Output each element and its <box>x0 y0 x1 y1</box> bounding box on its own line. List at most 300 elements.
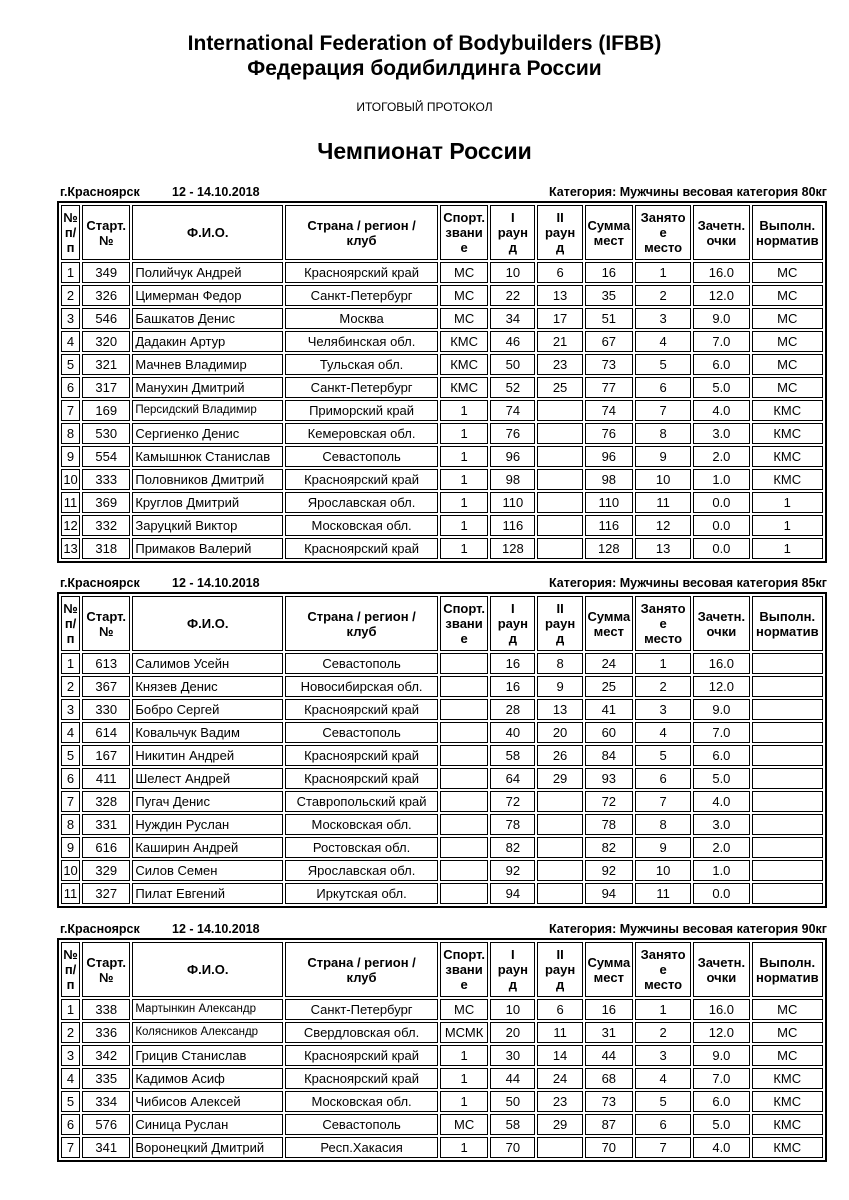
cell-start: 333 <box>82 469 130 490</box>
cell-round1: 94 <box>490 883 535 904</box>
cell-place: 3 <box>635 1045 691 1066</box>
cell-place: 5 <box>635 354 691 375</box>
cell-norm: МС <box>752 331 823 352</box>
cell-name: Нуждин Руслан <box>132 814 283 835</box>
cell-points: 0.0 <box>693 538 749 559</box>
cell-region: Ростовская обл. <box>285 837 438 858</box>
cell-place: 13 <box>635 538 691 559</box>
cell-place: 1 <box>635 999 691 1020</box>
cell-rank: 1 <box>440 469 488 490</box>
cell-start: 330 <box>82 699 130 720</box>
column-header-round1: I раун д <box>490 205 535 260</box>
cell-name: Никитин Андрей <box>132 745 283 766</box>
cell-sum: 84 <box>585 745 633 766</box>
cell-points: 7.0 <box>693 331 749 352</box>
section-meta <box>57 185 827 201</box>
table-row <box>61 1045 823 1066</box>
cell-num: 7 <box>61 400 80 421</box>
cell-round1: 64 <box>490 768 535 789</box>
cell-sum: 74 <box>585 400 633 421</box>
cell-norm: 1 <box>752 492 823 513</box>
cell-rank: МСМК <box>440 1022 488 1043</box>
table-row <box>61 469 823 490</box>
cell-region: Московская обл. <box>285 515 438 536</box>
cell-region: Приморский край <box>285 400 438 421</box>
cell-place: 3 <box>635 308 691 329</box>
cell-place: 6 <box>635 768 691 789</box>
cell-region: Севастополь <box>285 446 438 467</box>
cell-num: 1 <box>61 653 80 674</box>
cell-round1: 58 <box>490 745 535 766</box>
column-header-points: Зачетн. очки <box>693 596 749 651</box>
cell-name: Чибисов Алексей <box>132 1091 283 1112</box>
cell-round2 <box>537 423 582 444</box>
cell-region: Кемеровская обл. <box>285 423 438 444</box>
table-row <box>61 699 823 720</box>
cell-points: 1.0 <box>693 469 749 490</box>
cell-round2 <box>537 837 582 858</box>
cell-round2: 29 <box>537 768 582 789</box>
cell-name: Грицив Станислав <box>132 1045 283 1066</box>
table-header-row <box>61 596 823 651</box>
cell-round2: 23 <box>537 354 582 375</box>
cell-name: Пилат Евгений <box>132 883 283 904</box>
cell-region: Респ.Хакасия <box>285 1137 438 1158</box>
cell-name: Пугач Денис <box>132 791 283 812</box>
cell-sum: 31 <box>585 1022 633 1043</box>
cell-name: Колясников Александр <box>132 1022 283 1043</box>
cell-region: Новосибирская обл. <box>285 676 438 697</box>
cell-round2: 26 <box>537 745 582 766</box>
cell-round2: 23 <box>537 1091 582 1112</box>
cell-points: 9.0 <box>693 1045 749 1066</box>
cell-points: 0.0 <box>693 883 749 904</box>
cell-name: Ковальчук Вадим <box>132 722 283 743</box>
cell-name: Заруцкий Виктор <box>132 515 283 536</box>
cell-region: Красноярский край <box>285 1045 438 1066</box>
cell-num: 12 <box>61 515 80 536</box>
cell-region: Красноярский край <box>285 699 438 720</box>
cell-start: 338 <box>82 999 130 1020</box>
cell-rank: МС <box>440 1114 488 1135</box>
cell-round2: 6 <box>537 262 582 283</box>
cell-points: 9.0 <box>693 699 749 720</box>
cell-num: 2 <box>61 285 80 306</box>
cell-place: 1 <box>635 262 691 283</box>
cell-round1: 98 <box>490 469 535 490</box>
cell-round1: 52 <box>490 377 535 398</box>
cell-points: 4.0 <box>693 791 749 812</box>
cell-name: Персидский Владимир <box>132 400 283 421</box>
table-row <box>61 1068 823 1089</box>
cell-name: Каширин Андрей <box>132 837 283 858</box>
table-row <box>61 446 823 467</box>
cell-place: 10 <box>635 469 691 490</box>
cell-start: 341 <box>82 1137 130 1158</box>
cell-points: 9.0 <box>693 308 749 329</box>
cell-round2 <box>537 814 582 835</box>
column-header-num: № п/ п <box>61 205 80 260</box>
cell-start: 546 <box>82 308 130 329</box>
cell-rank <box>440 860 488 881</box>
cell-start: 318 <box>82 538 130 559</box>
cell-norm <box>752 676 823 697</box>
column-header-place: Занято е место <box>635 596 691 651</box>
cell-start: 320 <box>82 331 130 352</box>
cell-start: 317 <box>82 377 130 398</box>
cell-norm: 1 <box>752 515 823 536</box>
table-row <box>61 860 823 881</box>
cell-norm <box>752 722 823 743</box>
cell-start: 576 <box>82 1114 130 1135</box>
cell-name: Синица Руслан <box>132 1114 283 1135</box>
column-header-name: Ф.И.О. <box>132 205 283 260</box>
cell-round2 <box>537 400 582 421</box>
cell-num: 4 <box>61 331 80 352</box>
cell-start: 369 <box>82 492 130 513</box>
cell-norm: МС <box>752 262 823 283</box>
cell-round2 <box>537 538 582 559</box>
cell-region: Санкт-Петербург <box>285 285 438 306</box>
cell-rank: 1 <box>440 446 488 467</box>
cell-start: 329 <box>82 860 130 881</box>
column-header-place: Занято е место <box>635 205 691 260</box>
cell-name: Цимерман Федор <box>132 285 283 306</box>
cell-num: 2 <box>61 1022 80 1043</box>
cell-num: 3 <box>61 308 80 329</box>
cell-round2: 11 <box>537 1022 582 1043</box>
cell-round2: 20 <box>537 722 582 743</box>
cell-round1: 110 <box>490 492 535 513</box>
cell-points: 16.0 <box>693 999 749 1020</box>
cell-round2: 29 <box>537 1114 582 1135</box>
cell-region: Московская обл. <box>285 814 438 835</box>
cell-round1: 34 <box>490 308 535 329</box>
cell-start: 331 <box>82 814 130 835</box>
cell-rank: КМС <box>440 377 488 398</box>
cell-norm <box>752 653 823 674</box>
table-row <box>61 1137 823 1158</box>
cell-num: 2 <box>61 676 80 697</box>
cell-name: Князев Денис <box>132 676 283 697</box>
cell-round1: 76 <box>490 423 535 444</box>
cell-norm: КМС <box>752 1114 823 1135</box>
section-meta <box>57 922 827 938</box>
column-header-name: Ф.И.О. <box>132 596 283 651</box>
cell-name: Мартынкин Александр <box>132 999 283 1020</box>
cell-round2: 25 <box>537 377 582 398</box>
cell-place: 4 <box>635 1068 691 1089</box>
column-header-start: Старт. № <box>82 942 130 997</box>
cell-sum: 92 <box>585 860 633 881</box>
cell-name: Воронецкий Дмитрий <box>132 1137 283 1158</box>
cell-norm <box>752 883 823 904</box>
cell-region: Москва <box>285 308 438 329</box>
cell-sum: 87 <box>585 1114 633 1135</box>
results-table <box>57 938 827 1162</box>
cell-num: 5 <box>61 354 80 375</box>
cell-rank <box>440 768 488 789</box>
cell-round1: 128 <box>490 538 535 559</box>
cell-norm <box>752 745 823 766</box>
cell-rank <box>440 699 488 720</box>
column-header-round2: II раун д <box>537 205 582 260</box>
document-type: ИТОГОВЫЙ ПРОТОКОЛ <box>356 100 493 114</box>
cell-points: 2.0 <box>693 837 749 858</box>
column-header-rank: Спорт. звани е <box>440 596 488 651</box>
table-row <box>61 354 823 375</box>
cell-place: 11 <box>635 883 691 904</box>
cell-start: 328 <box>82 791 130 812</box>
cell-num: 8 <box>61 814 80 835</box>
cell-norm: КМС <box>752 423 823 444</box>
cell-points: 5.0 <box>693 377 749 398</box>
column-header-points: Зачетн. очки <box>693 205 749 260</box>
cell-sum: 51 <box>585 308 633 329</box>
cell-sum: 16 <box>585 999 633 1020</box>
cell-round2: 13 <box>537 285 582 306</box>
column-header-round2: II раун д <box>537 596 582 651</box>
cell-norm: КМС <box>752 1068 823 1089</box>
cell-num: 8 <box>61 423 80 444</box>
cell-place: 12 <box>635 515 691 536</box>
column-header-sum: Сумма мест <box>585 205 633 260</box>
cell-points: 0.0 <box>693 492 749 513</box>
table-row <box>61 400 823 421</box>
cell-round1: 30 <box>490 1045 535 1066</box>
cell-points: 6.0 <box>693 354 749 375</box>
cell-round1: 78 <box>490 814 535 835</box>
column-header-norm: Выполн. норматив <box>752 205 823 260</box>
column-header-num: № п/ п <box>61 596 80 651</box>
cell-sum: 96 <box>585 446 633 467</box>
cell-place: 6 <box>635 377 691 398</box>
cell-norm <box>752 837 823 858</box>
cell-points: 2.0 <box>693 446 749 467</box>
cell-sum: 77 <box>585 377 633 398</box>
section-category: Категория: Мужчины весовая категория 90кг <box>549 922 827 936</box>
cell-region: Красноярский край <box>285 538 438 559</box>
cell-num: 6 <box>61 768 80 789</box>
table-row <box>61 837 823 858</box>
cell-place: 2 <box>635 1022 691 1043</box>
cell-points: 12.0 <box>693 285 749 306</box>
cell-norm: КМС <box>752 469 823 490</box>
cell-region: Красноярский край <box>285 745 438 766</box>
cell-start: 327 <box>82 883 130 904</box>
cell-start: 326 <box>82 285 130 306</box>
cell-sum: 16 <box>585 262 633 283</box>
table-row <box>61 331 823 352</box>
cell-round1: 28 <box>490 699 535 720</box>
cell-round1: 72 <box>490 791 535 812</box>
cell-region: Московская обл. <box>285 1091 438 1112</box>
cell-rank: 1 <box>440 1091 488 1112</box>
cell-num: 4 <box>61 1068 80 1089</box>
cell-round1: 58 <box>490 1114 535 1135</box>
cell-rank <box>440 653 488 674</box>
cell-start: 342 <box>82 1045 130 1066</box>
cell-rank: 1 <box>440 423 488 444</box>
cell-rank: МС <box>440 262 488 283</box>
section-meta <box>57 576 827 592</box>
cell-place: 11 <box>635 492 691 513</box>
column-header-num: № п/ п <box>61 942 80 997</box>
table-row <box>61 262 823 283</box>
results-table <box>57 592 827 908</box>
section-city: г.Красноярск <box>60 185 140 199</box>
cell-sum: 110 <box>585 492 633 513</box>
org-title-ru: Федерация бодибилдинга России <box>247 57 602 80</box>
cell-num: 7 <box>61 1137 80 1158</box>
cell-place: 8 <box>635 423 691 444</box>
cell-start: 336 <box>82 1022 130 1043</box>
column-header-rank: Спорт. звани е <box>440 942 488 997</box>
column-header-place: Занято е место <box>635 942 691 997</box>
cell-place: 5 <box>635 745 691 766</box>
cell-round2: 24 <box>537 1068 582 1089</box>
cell-sum: 70 <box>585 1137 633 1158</box>
cell-region: Иркутская обл. <box>285 883 438 904</box>
cell-rank: 1 <box>440 1137 488 1158</box>
cell-points: 5.0 <box>693 1114 749 1135</box>
table-row <box>61 745 823 766</box>
cell-start: 349 <box>82 262 130 283</box>
cell-name: Круглов Дмитрий <box>132 492 283 513</box>
cell-region: Красноярский край <box>285 469 438 490</box>
cell-rank <box>440 745 488 766</box>
column-header-round1: I раун д <box>490 596 535 651</box>
cell-round2: 6 <box>537 999 582 1020</box>
results-section-85kg <box>57 576 827 908</box>
cell-region: Ярославская обл. <box>285 860 438 881</box>
cell-num: 5 <box>61 1091 80 1112</box>
cell-name: Кадимов Асиф <box>132 1068 283 1089</box>
section-city: г.Красноярск <box>60 922 140 936</box>
section-date: 12 - 14.10.2018 <box>172 922 260 936</box>
cell-region: Красноярский край <box>285 768 438 789</box>
cell-round2: 21 <box>537 331 582 352</box>
cell-norm: МС <box>752 308 823 329</box>
cell-norm: МС <box>752 1022 823 1043</box>
org-title-en: International Federation of Bodybuilders (IFBB) <box>187 32 662 55</box>
cell-num: 5 <box>61 745 80 766</box>
cell-points: 7.0 <box>693 722 749 743</box>
cell-round1: 16 <box>490 676 535 697</box>
cell-name: Салимов Усейн <box>132 653 283 674</box>
column-header-start: Старт. № <box>82 596 130 651</box>
cell-points: 7.0 <box>693 1068 749 1089</box>
cell-region: Тульская обл. <box>285 354 438 375</box>
cell-points: 3.0 <box>693 423 749 444</box>
section-category: Категория: Мужчины весовая категория 80кг <box>549 185 827 199</box>
cell-sum: 72 <box>585 791 633 812</box>
cell-points: 6.0 <box>693 745 749 766</box>
cell-norm: МС <box>752 999 823 1020</box>
column-header-sum: Сумма мест <box>585 942 633 997</box>
cell-norm: МС <box>752 285 823 306</box>
cell-round2 <box>537 446 582 467</box>
section-date: 12 - 14.10.2018 <box>172 185 260 199</box>
cell-name: Мачнев Владимир <box>132 354 283 375</box>
cell-round1: 96 <box>490 446 535 467</box>
cell-points: 4.0 <box>693 1137 749 1158</box>
cell-round2 <box>537 1137 582 1158</box>
event-title: Чемпионат России <box>317 138 532 164</box>
section-city: г.Красноярск <box>60 576 140 590</box>
table-row <box>61 492 823 513</box>
cell-round2 <box>537 469 582 490</box>
cell-num: 10 <box>61 469 80 490</box>
cell-round2 <box>537 860 582 881</box>
cell-points: 4.0 <box>693 400 749 421</box>
column-header-norm: Выполн. норматив <box>752 942 823 997</box>
cell-norm <box>752 860 823 881</box>
cell-name: Силов Семен <box>132 860 283 881</box>
cell-round1: 50 <box>490 354 535 375</box>
cell-norm: МС <box>752 1045 823 1066</box>
cell-round1: 10 <box>490 999 535 1020</box>
table-row <box>61 768 823 789</box>
cell-place: 7 <box>635 1137 691 1158</box>
cell-rank: 1 <box>440 1068 488 1089</box>
cell-sum: 68 <box>585 1068 633 1089</box>
table-row <box>61 1114 823 1135</box>
cell-sum: 73 <box>585 1091 633 1112</box>
cell-norm <box>752 699 823 720</box>
cell-points: 16.0 <box>693 262 749 283</box>
cell-round2: 9 <box>537 676 582 697</box>
cell-place: 1 <box>635 653 691 674</box>
cell-points: 5.0 <box>693 768 749 789</box>
cell-points: 12.0 <box>693 1022 749 1043</box>
cell-start: 367 <box>82 676 130 697</box>
cell-norm: МС <box>752 377 823 398</box>
cell-rank: 1 <box>440 538 488 559</box>
cell-round2: 8 <box>537 653 582 674</box>
cell-region: Ярославская обл. <box>285 492 438 513</box>
cell-start: 321 <box>82 354 130 375</box>
cell-round1: 16 <box>490 653 535 674</box>
cell-num: 3 <box>61 699 80 720</box>
cell-round2: 14 <box>537 1045 582 1066</box>
column-header-round2: II раун д <box>537 942 582 997</box>
cell-region: Севастополь <box>285 1114 438 1135</box>
cell-sum: 93 <box>585 768 633 789</box>
cell-norm <box>752 791 823 812</box>
cell-place: 9 <box>635 446 691 467</box>
column-header-norm: Выполн. норматив <box>752 596 823 651</box>
cell-region: Санкт-Петербург <box>285 999 438 1020</box>
cell-region: Красноярский край <box>285 262 438 283</box>
table-row <box>61 285 823 306</box>
cell-round2 <box>537 492 582 513</box>
table-row <box>61 791 823 812</box>
cell-sum: 78 <box>585 814 633 835</box>
cell-num: 11 <box>61 883 80 904</box>
cell-points: 0.0 <box>693 515 749 536</box>
cell-start: 332 <box>82 515 130 536</box>
table-row <box>61 676 823 697</box>
cell-region: Свердловская обл. <box>285 1022 438 1043</box>
cell-rank: 1 <box>440 492 488 513</box>
cell-points: 1.0 <box>693 860 749 881</box>
cell-round2 <box>537 515 582 536</box>
cell-start: 411 <box>82 768 130 789</box>
cell-place: 3 <box>635 699 691 720</box>
section-date: 12 - 14.10.2018 <box>172 576 260 590</box>
cell-region: Севастополь <box>285 653 438 674</box>
